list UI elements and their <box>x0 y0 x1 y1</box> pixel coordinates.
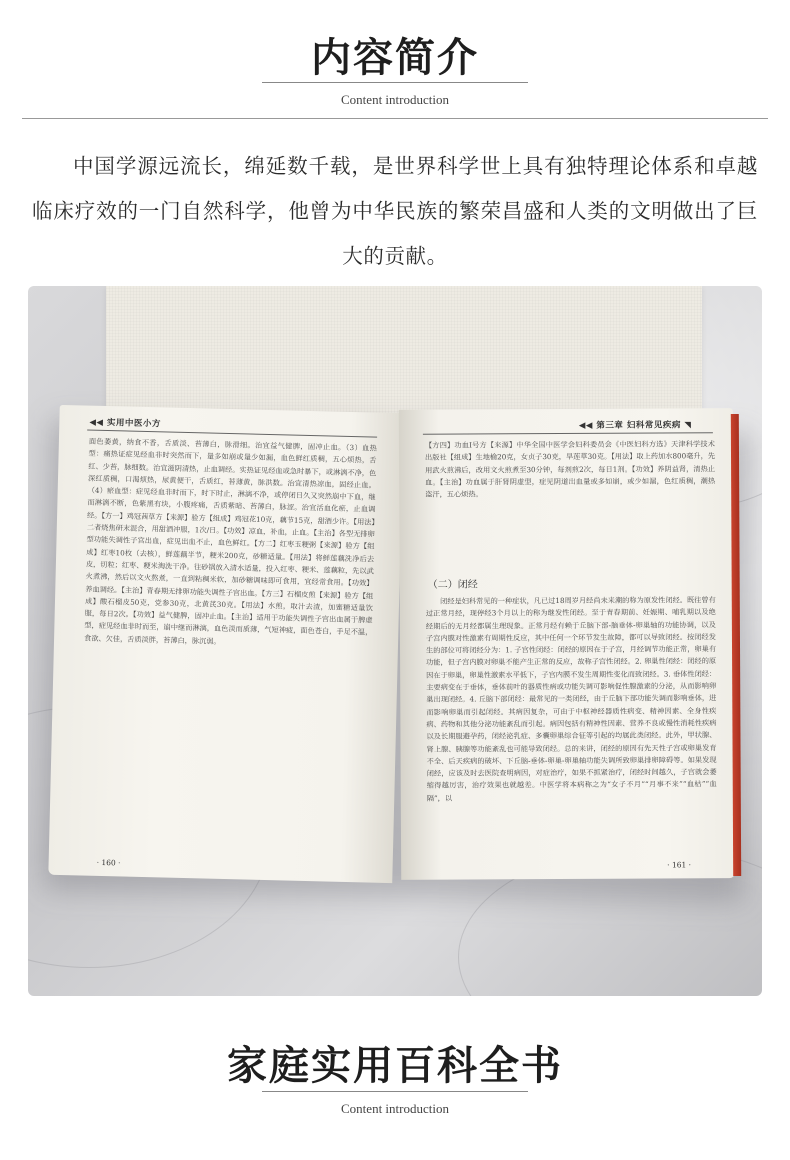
header-rule <box>423 432 713 435</box>
book-subtitle: Content introduction <box>341 1101 449 1116</box>
right-page-header: ◀◀ 第三章 妇科常见疾病 ◥ <box>578 420 692 431</box>
left-page <box>48 405 403 883</box>
book-title: 家庭实用百科全书 <box>227 1042 563 1089</box>
book-photo <box>28 286 762 996</box>
section-title: 内容简介 <box>311 34 479 81</box>
right-page-number: · 161 · <box>667 860 692 870</box>
left-page-number: · 160 · <box>96 857 121 868</box>
left-page-header: ◀◀ 实用中医小方 <box>89 417 162 430</box>
left-page-text: 面色萎黄，纳食不香，舌质淡、苔薄白，脉滑细。治宜益气健脾，固冲止血。（3）血热型：痛热证症见经血非时突然而下，量多如崩或量少如漏，血色鲜红质稠，五心烦热，舌红、少苔，脉细数。治宜滋阴清热，止血调经。实热证见经血或急时暴下，或淋漓不净，色深红质稠，口渴烦热，尿黄便干，舌质红，苔薄黄，脉洪数。治宜清热凉血，固经止血。（4）瘀血型：症见经血非时而下，时下时止，淋漓不净，或停闭日久又突然崩中下血，继而淋漓不断，色紫黑有块，小腹疼痛，舌质紫暗、苔薄白，脉涩。治宜活血化瘀，止血调经。【方一】鸡冠茜草方【来源】验方【组成】鸡冠花10克，藕节15克，甜酒少许。【用法】二者烧焦研末混合，用甜酒冲服，1次/日。【功效】凉血，补血，止血。【主治】各型无排卵型功能失调性子宫出血，症见出血不止，血色鲜红。【方二】红枣玉粳粥【来源】验方【组成】红枣10枚（去核），鲜莲藕半节，粳米200克，砂糖适量。【用法】将鲜莲藕洗净后去皮，切粒；红枣、粳米淘洗干净。往砂锅放入清水适量，投入红枣、粳米、莲藕粒，先以武火煮沸，然后以文火熬煮，一直到粘稠米软，加砂糖调味即可食用，宜经常食用。【功效】养血调经。【主治】青春期无排卵功能失调性子宫出血。【方三】石榴皮煎【来源】验方【组成】酸石榴皮50克，党参30克，北黄芪30克。【用法】水煎，取汁去渣，加蜜糖适量饮服，每日2次。【功效】益气健脾，固冲止血。【主治】适用于功能失调性子宫出血属于脾虚型，症见经血非时而至，崩中继而淋漓，血色淡而质薄，气短神疲，面色苍白，手足不温，食欲、欠佳，舌质淡胖，苔薄白，脉沉弱。 <box>83 436 377 646</box>
right-page-text-bottom: 闭经是妇科常见的一种症状，凡已过18周岁月经尚未来潮的称为原发性闭经。既往曾有过正常月经，现停经3个月以上的称为继发性闭经。至于青春期前、妊娠期、哺乳期以及绝经期后的无月经都属生理现象。正常月经有赖于丘脑下部-脑垂体-卵巢轴的功能协调，以及子宫内膜对性激素有周期性反应，其中任何一个环节发生故障，都可以导致闭经。按闭经发生的部位可将闭经分为：1. 子宫性闭经：闭经的原因在于子宫，月经调节功能正常，卵巢有功能，但子宫内膜对卵巢不能产生正常的反应，故称子宫性闭经。2. 卵巢性闭经：闭经的原因在于卵巢，卵巢性激素水平低下，子宫内膜不发生周期性变化而致闭经。3. 垂体性闭经：主要病变在于垂体，垂体前叶的器质性病或功能失调可影响促性腺激素的分泌，从而影响卵巢出现闭经。4. 丘脑下部闭经：最常见的一类闭经，由于丘脑下部功能失调而影响垂体，进而影响卵巢而引起闭经。其病因复杂，可由于中枢神经器质性病变、精神因素、全身性疾病、药物和其他分泌功能紊乱而引起。病因包括有精神性因素、营养不良或慢性消耗性疾病以及长期服避孕药，闭经泌乳症、多囊卵巢综合征等引起的均属此类闭经。此外，甲状腺、肾上腺、胰腺等功能紊乱也可能导致闭经。总的来讲，闭经的原因有先天性子宫或卵巢发育不全、后天疾病的破坏、下丘脑-垂体-卵巢-卵巢轴功能失调所致卵巢排卵障碍等。如果发现闭经，应该及时去医院查明病因，对症治疗，如果不抓紧治疗，闭经时间越久，子宫就会萎缩得越厉害，治疗效果也就越差。中医学将本病称之为“女子不月”“月事不来”“血枯”“血隔”，以 <box>425 595 717 803</box>
intro-paragraph: 中国学源远流长，绵延数千载，是世界科学世上具有独特理论体系和卓越临床疗效的一门自然科学，他曾为中华民族的繁荣昌盛和人类的文明做出了巨大的贡献。 <box>32 154 758 268</box>
divider <box>22 118 768 119</box>
right-page <box>399 408 735 880</box>
section-subtitle: Content introduction <box>341 92 449 107</box>
divider <box>262 1091 528 1092</box>
divider <box>262 82 528 83</box>
right-page-text-top: 【方四】功血Ⅰ号方【来源】中华全国中医学会妇科委员会《中医妇科方选》天津科学技术出版社【组成】生地榆20克，女贞子30克，旱莲草30克。【用法】取上药加水800毫升，先用武火煎沸后，改用文火煎煮至30分钟，每剂煎2次，每日1剂。【功效】养阴益肾，清热止血。【主治】功血属于肝肾阴虚型，症见阴道出血量或多如崩，或少如漏，色红质稠，潮热盗汗，五心烦热。 <box>424 439 716 499</box>
section-heading: （二）闭经 <box>427 579 478 591</box>
